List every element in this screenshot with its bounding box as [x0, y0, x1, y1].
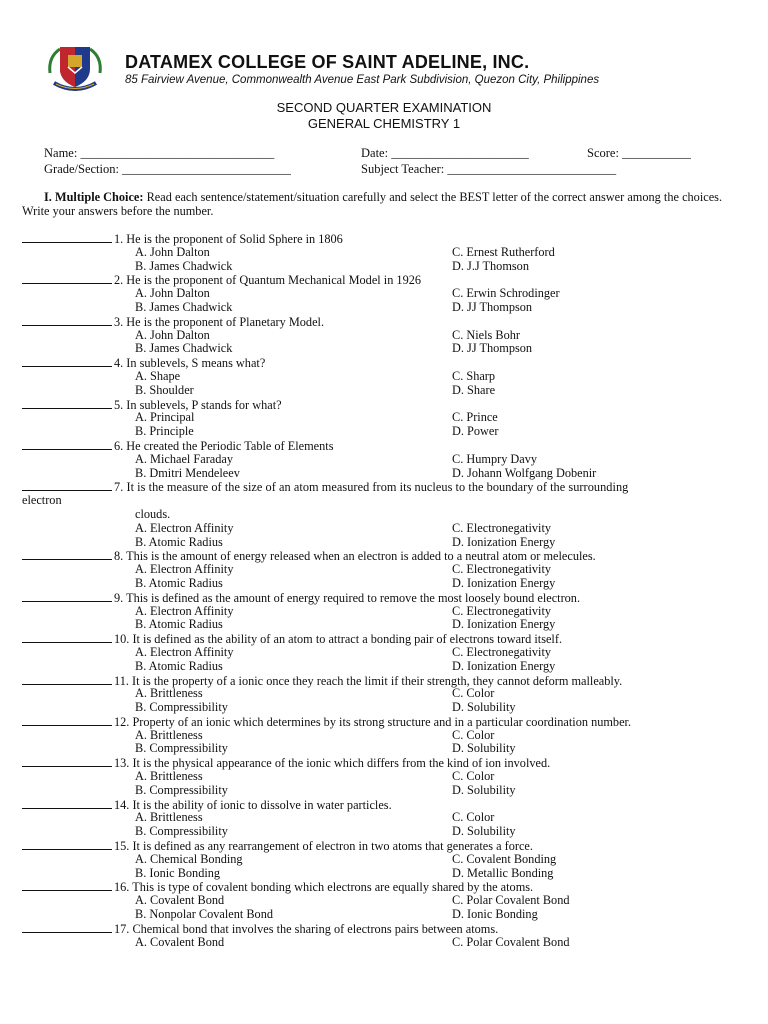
answer-blank[interactable]: [22, 315, 112, 326]
choice-a: A. Covalent Bond: [135, 934, 225, 949]
question-stem: 7. It is the measure of the size of an atom measured from its nucleus to the boundary of the surrounding: [114, 480, 629, 495]
choice-row: [22, 342, 722, 356]
choice-b: B. Atomic Radius: [135, 575, 223, 590]
question-item: [22, 232, 722, 273]
choice-row: [22, 618, 722, 632]
name-label: Name:: [44, 146, 78, 160]
question-stem: 6. He created the Periodic Table of Elements: [114, 438, 334, 453]
choice-c: C. Electronegativity: [452, 520, 552, 535]
choice-a: A. Shape: [135, 368, 181, 383]
question-item: [22, 315, 722, 356]
instructions: [22, 190, 722, 218]
question-stem-line: [22, 922, 722, 936]
choice-d: D. Solubility: [452, 700, 516, 715]
question-stem-line: [22, 315, 722, 329]
answer-blank[interactable]: [22, 798, 112, 809]
choice-d: D. Ionization Energy: [452, 658, 556, 673]
choice-c: C. Covalent Bonding: [452, 851, 557, 866]
choice-row: [22, 867, 722, 881]
choice-a: A. Chemical Bonding: [135, 851, 243, 866]
question-stem: 14. It is the ability of ionic to dissolve in water particles.: [114, 797, 392, 812]
choice-d: D. Johann Wolfgang Dobenir: [452, 465, 597, 480]
choice-b: B. Compressibility: [135, 782, 228, 797]
choice-d: D. JJ Thompson: [452, 299, 533, 314]
answer-blank[interactable]: [22, 232, 112, 243]
answer-blank[interactable]: [22, 549, 112, 560]
question-stem-continued: electron: [22, 493, 62, 508]
question-stem-line: [22, 273, 722, 287]
choice-c: C. Polar Covalent Bond: [452, 893, 570, 908]
question-item: [22, 756, 722, 797]
school-address: 85 Fairview Avenue, Commonwealth Avenue East Park Subdivision, Quezon City, Philippines: [125, 74, 600, 86]
question-stem-line: [22, 591, 722, 605]
answer-blank[interactable]: [22, 674, 112, 685]
answer-blank[interactable]: [22, 439, 112, 450]
answer-blank[interactable]: [22, 922, 112, 933]
choice-d: D. Power: [452, 424, 499, 439]
choice-b: B. Atomic Radius: [135, 658, 223, 673]
score-blank: ___________: [622, 146, 691, 160]
choice-c: C. Electronegativity: [452, 603, 552, 618]
question-item: [22, 439, 722, 480]
choice-d: D. Solubility: [452, 824, 516, 839]
question-item: [22, 398, 722, 439]
answer-blank[interactable]: [22, 756, 112, 767]
question-stem-line: [22, 715, 722, 729]
choice-d: D. Ionization Energy: [452, 617, 556, 632]
choice-c: C. Polar Covalent Bond: [452, 934, 570, 949]
choice-c: C. Color: [452, 686, 495, 701]
question-stem: 1. He is the proponent of Solid Sphere in 1806: [114, 232, 343, 246]
choice-b: B. Compressibility: [135, 741, 228, 756]
question-item: [22, 674, 722, 715]
choice-row: [22, 894, 722, 908]
choice-row: [22, 811, 722, 825]
question-item: [22, 922, 722, 950]
question-stem: 3. He is the proponent of Planetary Model.: [114, 314, 325, 329]
choice-b: B. Compressibility: [135, 700, 228, 715]
choice-a: A. Electron Affinity: [135, 644, 234, 659]
subject-teacher-blank: ___________________________: [447, 162, 617, 176]
choice-row: [22, 729, 722, 743]
choice-a: A. Brittleness: [135, 769, 203, 784]
question-stem-line: [22, 880, 722, 894]
choice-row: [22, 260, 722, 274]
choice-b: B. James Chadwick: [135, 258, 233, 273]
choice-row: [22, 742, 722, 756]
instructions-heading: I. Multiple Choice:: [44, 190, 144, 204]
answer-blank[interactable]: [22, 715, 112, 726]
question-stem: 17. Chemical bond that involves the sharing of electrons pairs between atoms.: [114, 921, 499, 936]
question-list: [22, 232, 722, 949]
school-seal-logo: [46, 43, 104, 93]
subject-teacher-label: Subject Teacher:: [361, 162, 445, 176]
choice-row: [22, 411, 722, 425]
choice-b: B. Atomic Radius: [135, 617, 223, 632]
answer-blank[interactable]: [22, 591, 112, 602]
question-item: [22, 839, 722, 880]
question-stem: 15. It is defined as any rearrangement of electron in two atoms that generates a force.: [114, 839, 533, 854]
date-label: Date:: [361, 146, 389, 160]
grade-section-label: Grade/Section:: [44, 162, 119, 176]
question-stem-line: [22, 674, 722, 688]
choice-d: D. Solubility: [452, 782, 516, 797]
choice-row: [22, 825, 722, 839]
choice-row: [22, 287, 722, 301]
choice-d: D. Ionization Energy: [452, 534, 556, 549]
question-stem-line: [22, 439, 722, 453]
choice-a: A. Principal: [135, 410, 195, 425]
choice-c: C. Color: [452, 810, 495, 825]
choice-row: [22, 453, 722, 467]
choice-c: C. Ernest Rutherford: [452, 244, 555, 259]
score-label: Score:: [587, 146, 619, 160]
choice-b: B. Ionic Bonding: [135, 865, 221, 880]
choice-b: B. Nonpolar Covalent Bond: [135, 907, 273, 922]
choice-row: [22, 467, 722, 481]
choice-c: C. Electronegativity: [452, 644, 552, 659]
choice-b: B. James Chadwick: [135, 341, 233, 356]
question-stem-line: [22, 798, 722, 812]
question-item: [22, 356, 722, 397]
question-stem: 4. In sublevels, S means what?: [114, 356, 266, 371]
choice-c: C. Humpry Davy: [452, 451, 538, 466]
answer-blank[interactable]: [22, 398, 112, 409]
choice-row: [22, 687, 722, 701]
choice-row: [22, 370, 722, 384]
answer-blank[interactable]: [22, 356, 112, 367]
name-field: [44, 146, 274, 161]
choice-c: C. Color: [452, 769, 495, 784]
choice-c: C. Sharp: [452, 368, 496, 383]
document-header: [0, 38, 768, 94]
choice-row: [22, 425, 722, 439]
choice-row: [22, 301, 722, 315]
choice-row: [22, 853, 722, 867]
exam-title: SECOND QUARTER EXAMINATION: [276, 100, 492, 115]
choice-a: A. Michael Faraday: [135, 451, 233, 466]
question-stem-line: [22, 480, 722, 494]
choice-a: A. Brittleness: [135, 727, 203, 742]
choice-a: A. John Dalton: [135, 286, 210, 301]
choice-row: [22, 329, 722, 343]
question-stem-line: [22, 839, 722, 853]
question-stem-line: [22, 549, 722, 563]
choice-a: A. Electron Affinity: [135, 520, 234, 535]
answer-blank[interactable]: [22, 880, 112, 891]
question-item: [22, 549, 722, 590]
choice-d: D. Metallic Bonding: [452, 865, 554, 880]
question-item: [22, 591, 722, 632]
choice-d: D. Ionization Energy: [452, 575, 556, 590]
name-blank: _______________________________: [80, 146, 275, 160]
choice-row: [22, 384, 722, 398]
grade-section-field: [44, 162, 291, 177]
choice-row: [22, 246, 722, 260]
choice-b: B. Compressibility: [135, 824, 228, 839]
score-field: [587, 146, 691, 161]
question-stem: 12. Property of an ionic which determines by its strong structure and in a particular coordination number.: [114, 714, 632, 729]
choice-row: [22, 908, 722, 922]
choice-a: A. Electron Affinity: [135, 603, 234, 618]
choice-row: [22, 577, 722, 591]
choice-row: [22, 784, 722, 798]
choice-b: B. James Chadwick: [135, 299, 233, 314]
question-stem: 13. It is the physical appearance of the ionic which differs from the kind of ion involved.: [114, 756, 551, 771]
question-stem-line: [22, 632, 722, 646]
question-stem: 2. He is the proponent of Quantum Mechanical Model in 1926: [114, 273, 422, 288]
instructions-text: Read each sentence/statement/situation carefully and select the BEST letter of the correct answer among the choices. Write your answers before the number.: [22, 190, 723, 218]
choice-d: D. Share: [452, 382, 496, 397]
choice-row: [22, 605, 722, 619]
choice-b: B. Principle: [135, 424, 194, 439]
choice-d: D. JJ Thompson: [452, 341, 533, 356]
choice-row: [22, 522, 722, 536]
question-stem: 8. This is the amount of energy released when an electron is added to a neutral atom or melecules.: [114, 549, 596, 564]
subject-teacher-field: [361, 162, 616, 177]
choice-a: A. Brittleness: [135, 686, 203, 701]
choice-row: [22, 701, 722, 715]
choice-row: [22, 660, 722, 674]
school-name: DATAMEX COLLEGE OF SAINT ADELINE, INC.: [125, 52, 530, 72]
choice-c: C. Erwin Schrodinger: [452, 286, 560, 301]
question-stem-line: [22, 356, 722, 370]
date-blank: ______________________: [391, 146, 529, 160]
choice-a: A. Covalent Bond: [135, 893, 225, 908]
question-item: [22, 273, 722, 314]
choice-d: D. J.J Thomson: [452, 258, 529, 273]
question-stem-continued: [22, 508, 722, 522]
question-item: [22, 880, 722, 921]
question-stem: 10. It is defined as the ability of an atom to attract a bonding pair of electrons toward itself.: [114, 632, 563, 647]
subject-title: GENERAL CHEMISTRY 1: [307, 116, 461, 131]
answer-blank[interactable]: [22, 839, 112, 850]
choice-b: B. Shoulder: [135, 382, 194, 397]
choice-a: A. Brittleness: [135, 810, 203, 825]
choice-b: B. Atomic Radius: [135, 534, 223, 549]
choice-a: A. Electron Affinity: [135, 562, 234, 577]
answer-blank[interactable]: [22, 480, 112, 491]
choice-d: D. Solubility: [452, 741, 516, 756]
question-stem: 5. In sublevels, P stands for what?: [114, 397, 282, 412]
answer-blank[interactable]: [22, 273, 112, 284]
question-stem-line: [22, 232, 722, 246]
date-field: [361, 146, 529, 161]
choice-row: [22, 936, 722, 950]
question-item: [22, 632, 722, 673]
choice-c: C. Electronegativity: [452, 562, 552, 577]
question-item: [22, 480, 722, 549]
choice-a: A. John Dalton: [135, 327, 210, 342]
choice-row: [22, 536, 722, 550]
choice-c: C. Niels Bohr: [452, 327, 520, 342]
question-item: [22, 715, 722, 756]
choice-row: [22, 563, 722, 577]
question-stem: 16. This is type of covalent bonding which electrons are equally shared by the atoms.: [114, 880, 534, 895]
choice-a: A. John Dalton: [135, 244, 210, 259]
question-stem-line: [22, 398, 722, 412]
choice-row: [22, 770, 722, 784]
choice-c: C. Prince: [452, 410, 498, 425]
question-item: [22, 798, 722, 839]
grade-section-blank: ___________________________: [122, 162, 291, 176]
choice-b: B. Dmitri Mendeleev: [135, 465, 240, 480]
choice-d: D. Ionic Bonding: [452, 907, 538, 922]
answer-blank[interactable]: [22, 632, 112, 643]
question-stem: 11. It is the property of a ionic once they reach the limit if their strength, they cannot deform malleably.: [114, 673, 623, 688]
choice-c: C. Color: [452, 727, 495, 742]
choice-row: [22, 646, 722, 660]
question-stem-line: [22, 756, 722, 770]
question-stem: 9. This is defined as the amount of energy required to remove the most loosely bound electron.: [114, 590, 581, 605]
question-stem-continued-text: clouds.: [135, 506, 171, 521]
